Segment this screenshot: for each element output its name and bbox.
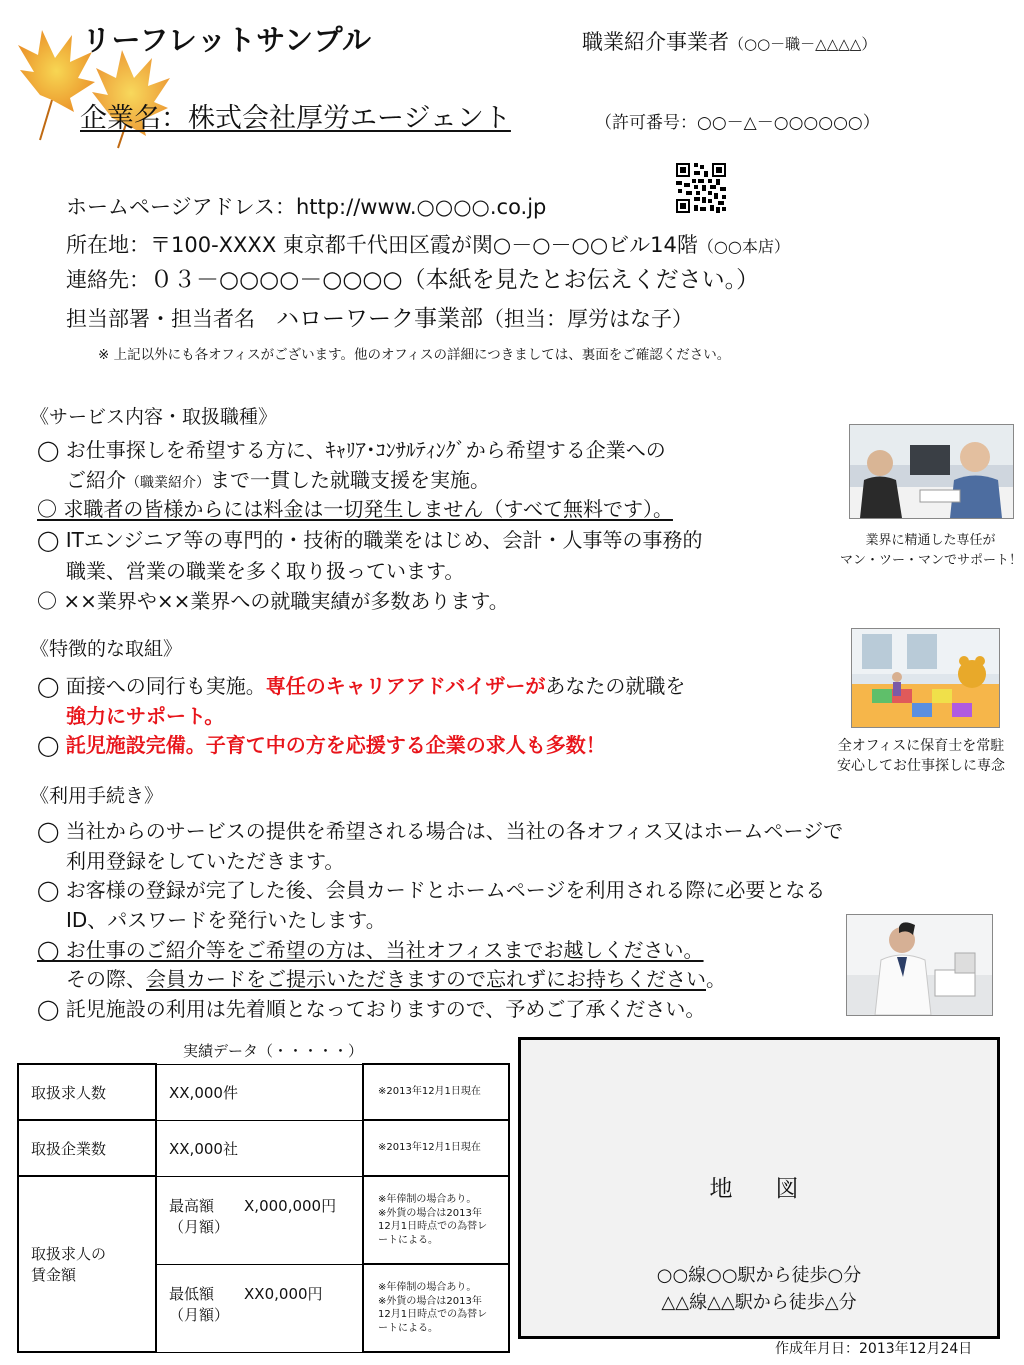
consultation-photo-caption-2: マン・ツー・マンでサポート！ (840, 553, 1023, 568)
qr-code-icon[interactable] (676, 163, 726, 213)
row2-label (18, 1120, 156, 1176)
services-line-2a: ご紹介 (66, 468, 126, 492)
procedure-line-7: ◯ 託児施設の利用は先着順となっておりますので、予めご了承ください。 (37, 997, 706, 1021)
max-value: X,000,000円 (244, 1196, 337, 1215)
max-note-1: ※年俸制の場合あり。 (378, 1194, 477, 1205)
services-line-5: 職業、営業の職業を多く取り扱っています。 (66, 559, 465, 583)
procedure-line-6b: 会員カードをご提示いただきますので忘れずにお持ちください (146, 967, 706, 991)
table-row (18, 1120, 509, 1176)
max-note-2: ※外貨の場合は2013年12月1日時点での為替レートによる。 (378, 1207, 488, 1246)
row2-value: XX,000社 (156, 1120, 363, 1176)
address-text: 所在地：〒100-XXXX 東京都千代田区霞が関○－○－○○ビル14階 (66, 233, 698, 257)
contact-label: 連絡先： (66, 268, 150, 292)
childcare-photo (851, 628, 1000, 728)
department (66, 300, 693, 333)
services-heading: 《サービス内容・取扱職種》 (30, 406, 278, 428)
office-note: ※ 上記以外にも各オフィスがございます。他のオフィスの詳細につきましては、裏面をご確認ください。 (98, 347, 731, 363)
row1-value: XX,000件 (156, 1064, 363, 1120)
contact-number[interactable]: ０３－○○○○－○○○○ (150, 267, 403, 293)
map-box (518, 1037, 1000, 1339)
row2-label-text: 取扱企業数 (31, 1139, 107, 1158)
office-worker-photo (846, 914, 993, 1016)
min-note-1: ※年俸制の場合あり。 (378, 1282, 477, 1293)
map-title: 地 図 (709, 1176, 809, 1202)
dept-name: ハローワーク事業部 (276, 306, 483, 332)
services-line-4: ◯ ITエンジニア等の専門的・技術的職業をはじめ、会計・人事等の事務的 (37, 528, 703, 552)
map-access (521, 1262, 997, 1316)
procedure-line-3: ◯ お客様の登録が完了した後、会員カードとホームページを利用される際に必要となる (37, 878, 826, 902)
company-name: 企業名：株式会社厚労エージェント (80, 103, 511, 134)
procedure-line-1: ◯ 当社からのサービスの提供を希望される場合は、当社の各オフィス又はホームページで (37, 819, 844, 843)
childcare-photo-caption-2: 安心してお仕事探しに専念 (837, 758, 1005, 774)
row3-label-2: 賃金額 (31, 1266, 77, 1284)
dept-person: （担当：厚労はな子） (483, 307, 693, 331)
services-line-2c: まで一貫した就職支援を実施。 (210, 468, 490, 492)
procedure-line-5: ◯ お仕事のご紹介等をご希望の方は、当社オフィスまでお越しください。 (37, 938, 704, 962)
row2-note: ※2013年12月1日現在 (363, 1120, 509, 1176)
procedure-line-2: 利用登録をしていただきます。 (66, 849, 345, 873)
created-date: 作成年月日：2013年12月24日 (775, 1341, 973, 1357)
row3-label (18, 1176, 156, 1352)
services-line-2 (66, 464, 490, 493)
childcare-photo-caption-1: 全オフィスに保育士を常駐 (837, 738, 1005, 754)
leaflet-title: リーフレットサンプル (82, 23, 372, 57)
features-line-1c: あなたの就職を (545, 674, 686, 698)
services-line-2b: （職業紹介） (126, 475, 210, 491)
consultation-photo-caption-1: 業界に精通した専任が (865, 533, 996, 548)
row3-label-1: 取扱求人の (31, 1245, 107, 1263)
map-access-1: ○○線○○駅から徒歩○分 (656, 1265, 862, 1286)
min-wage-cell (156, 1264, 363, 1352)
consultation-photo (849, 424, 1014, 519)
features-line-1 (37, 670, 685, 699)
data-table-title: 実績データ（・・・・・） (183, 1042, 364, 1060)
features-line-2: 強力にサポート。 (66, 704, 225, 728)
max-wage-note (363, 1176, 509, 1264)
contact-note: （本紙を見たとお伝えください。） (402, 267, 760, 293)
address-branch: （○○本店） (697, 237, 790, 256)
max-wage-cell (156, 1176, 363, 1264)
min-value: XX0,000円 (244, 1284, 323, 1303)
procedure-line-6 (66, 963, 726, 992)
services-line-6: 〇 ××業界や××業界への就職実績が多数あります。 (37, 589, 509, 613)
max-label-1: 最高額 (169, 1196, 215, 1215)
min-label-1: 最低額 (169, 1284, 215, 1303)
table-row (18, 1064, 509, 1120)
services-line-1: ◯ お仕事探しを希望する方に、ｷｬﾘｱ･ｺﾝｻﾙﾃｨﾝｸﾞから希望する企業への (37, 438, 666, 462)
services-line-3: 〇 求職者の皆様からには料金は一切発生しません（すべて無料です）。 (37, 497, 673, 521)
agency-label-text: 職業紹介事業者 (582, 30, 729, 54)
features-highlight-childcare: 託児施設完備。子育て中の方を応援する企業の求人も多数！ (65, 733, 606, 757)
row1-label: 取扱求人数 (18, 1064, 156, 1120)
row1-note: ※2013年12月1日現在 (363, 1064, 509, 1120)
procedure-line-6c: 。 (706, 967, 726, 991)
max-label-2: （月額） (169, 1217, 230, 1236)
features-line-1a: ◯ 面接への同行も実施。 (37, 674, 266, 698)
map-access-2: △△線△△駅から徒歩△分 (661, 1292, 857, 1313)
features-line-3 (37, 729, 606, 758)
procedure-heading: 《利用手続き》 (30, 785, 164, 807)
features-highlight-advisor: 専任のキャリアアドバイザーが (265, 674, 546, 698)
min-wage-note (363, 1264, 509, 1352)
min-label-2: （月額） (169, 1305, 230, 1324)
permit-number: （許可番号：○○－△－○○○○○○） (595, 113, 880, 133)
min-note-2: ※外貨の場合は2013年12月1日時点での為替レートによる。 (378, 1295, 488, 1334)
procedure-line-4: ID、パスワードを発行いたします。 (66, 908, 386, 932)
features-line-3a: ◯ (37, 733, 66, 757)
dept-label: 担当部署・担当者名 (66, 307, 276, 331)
procedure-line-6a: その際、 (66, 967, 146, 991)
features-heading: 《特徴的な取組》 (30, 638, 183, 660)
agency-number: （○○－職－△△△△） (729, 35, 877, 53)
results-data-table (17, 1063, 510, 1353)
agency-label (582, 26, 876, 56)
address (66, 229, 790, 259)
contact (66, 261, 759, 294)
homepage-address[interactable]: ホームページアドレス：http://www.○○○○.co.jp (66, 195, 547, 219)
table-row (18, 1176, 509, 1264)
